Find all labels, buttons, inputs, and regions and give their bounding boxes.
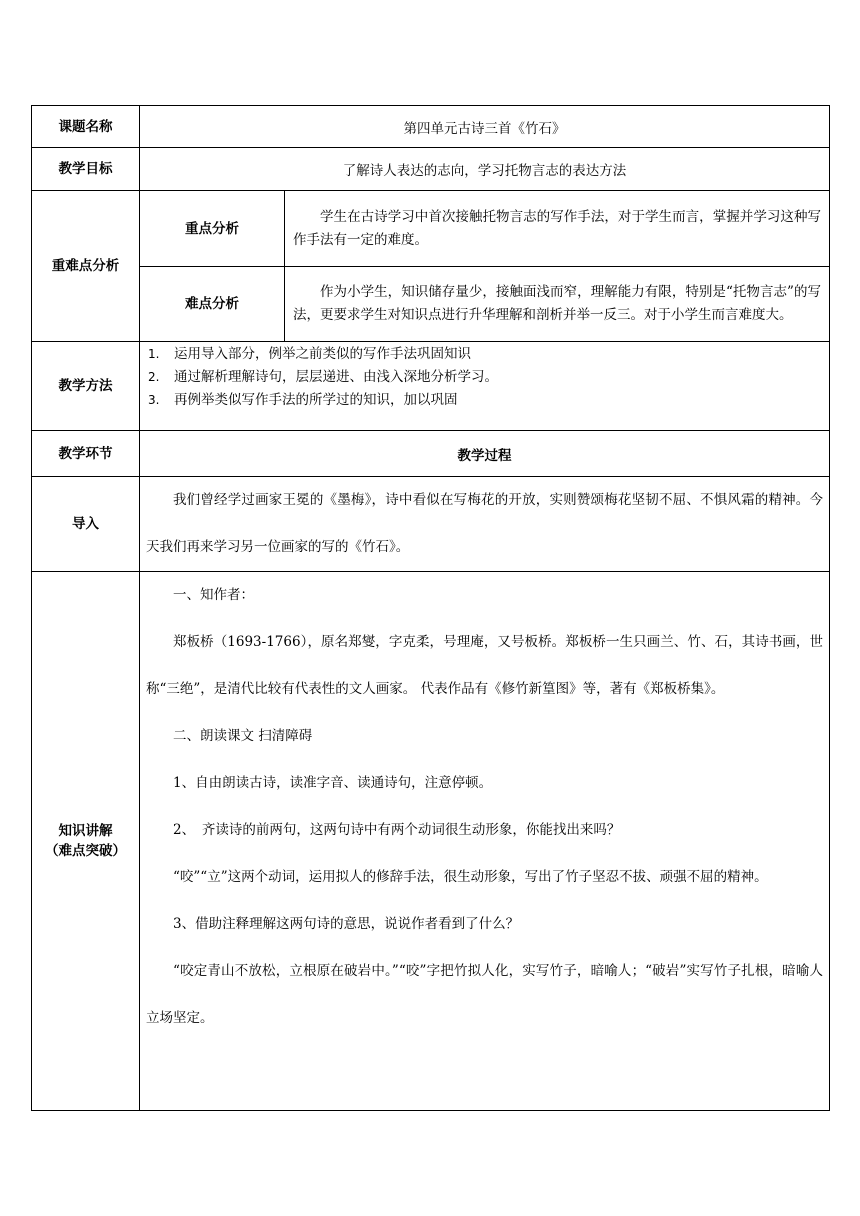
knowledge-row — [32, 572, 830, 1111]
knowledge-paragraph: 一、知作者： — [173, 587, 254, 603]
knowledge-paragraph: 二、朗读课文 扫清障碍 — [173, 728, 313, 744]
methods-item-number: 2. — [148, 370, 160, 384]
methods-item-text: 通过解析理解诗句，层层递进、由浅入深地分析学习。 — [174, 369, 498, 385]
methods-item — [148, 343, 821, 366]
methods-item-number: 1. — [148, 347, 160, 361]
knowledge-cell — [140, 572, 830, 1111]
intro-cell — [140, 477, 830, 572]
hard-point-label: 难点分析 — [140, 267, 285, 342]
methods-list — [140, 343, 829, 412]
lesson-plan-table — [31, 105, 830, 1111]
knowledge-paragraph: “咬”“立”这两个动词，运用拟人的修辞手法，很生动形象，写出了竹子坚忍不拔、顽强不屈的精神。 — [173, 869, 768, 885]
methods-item — [148, 389, 821, 412]
methods-item-number: 3. — [148, 393, 160, 407]
key-point-label: 重点分析 — [140, 191, 285, 267]
hard-point-cell — [285, 267, 830, 342]
knowledge-label-cell — [32, 572, 140, 1111]
methods-row — [32, 342, 830, 431]
difficulty-label: 重难点分析 — [32, 191, 140, 342]
methods-item — [148, 366, 821, 389]
topic-value: 第四单元古诗三首《竹石》 — [140, 106, 830, 148]
methods-cell — [140, 342, 830, 431]
knowledge-paragraph: 郑板桥（1693-1766），原名郑燮，字克柔，号理庵，又号板桥。郑板桥一生只画兰、竹、石，其诗书画，世称“三绝”，是清代比较有代表性的文人画家。 代表作品有《修竹新篁图》等，著有《郑板桥集》。 — [146, 634, 823, 697]
topic-label: 课题名称 — [32, 106, 140, 148]
knowledge-paragraph: 3、借助注释理解这两句诗的意思，说说作者看到了什么？ — [173, 916, 520, 932]
key-point-row — [32, 191, 830, 267]
intro-text: 我们曾经学过画家王冕的《墨梅》，诗中看似在写梅花的开放，实则赞颂梅花坚韧不屈、不惧风霜的精神。今天我们再来学习另一位画家的写的《竹石》。 — [146, 492, 823, 555]
methods-label: 教学方法 — [32, 342, 140, 431]
stage-header-row — [32, 431, 830, 477]
intro-label: 导入 — [32, 477, 140, 572]
goal-value: 了解诗人表达的志向，学习托物言志的表达方法 — [140, 148, 830, 191]
topic-row — [32, 106, 830, 148]
hard-point-row — [32, 267, 830, 342]
intro-row — [32, 477, 830, 572]
goal-row — [32, 148, 830, 191]
knowledge-paragraph: 2、 齐读诗的前两句，这两句诗中有两个动词很生动形象，你能找出来吗？ — [173, 822, 621, 838]
key-point-cell — [285, 191, 830, 267]
knowledge-paragraph: 1、自由朗读古诗，读准字音、读通诗句，注意停顿。 — [173, 775, 493, 791]
knowledge-paragraph: “咬定青山不放松，立根原在破岩中。”“咬”字把竹拟人化，实写竹子，暗喻人；“破岩”实写竹子扎根，暗喻人立场坚定。 — [146, 963, 823, 1026]
goal-label: 教学目标 — [32, 148, 140, 191]
stage-header-label: 教学环节 — [32, 431, 140, 477]
knowledge-sublabel: （难点突破） — [45, 843, 126, 859]
hard-point-text: 作为小学生，知识储存量少，接触面浅而窄，理解能力有限，特别是“托物言志”的写法，更要求学生对知识点进行升华理解和剖析并举一反三。对于小学生而言难度大。 — [293, 284, 821, 323]
knowledge-label: 知识讲解 — [58, 823, 113, 839]
key-point-text: 学生在古诗学习中首次接触托物言志的写作手法，对于学生而言，掌握并学习这种写作手法有一定的难度。 — [293, 208, 821, 248]
stage-header-value: 教学过程 — [140, 431, 830, 477]
methods-item-text: 再例举类似写作手法的所学过的知识，加以巩固 — [174, 392, 458, 408]
methods-item-text: 运用导入部分，例举之前类似的写作手法巩固知识 — [174, 346, 471, 362]
